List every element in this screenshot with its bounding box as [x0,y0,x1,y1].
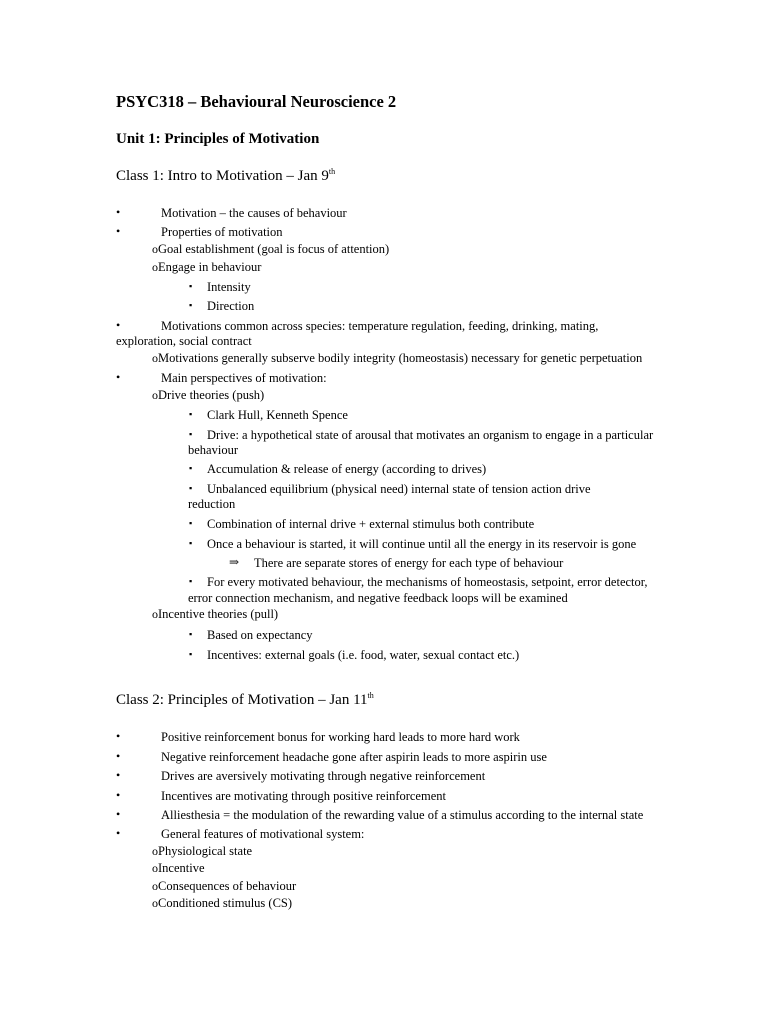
list-item: Motivations common across species: temperature regulation, feeding, drinking, mating, [161,319,599,333]
square-bullet-icon: ▪ [189,518,193,528]
sub-sub-item: Based on expectancy [207,628,313,642]
bullet-marker: • [116,826,121,840]
sub-item-text: Motivations generally subserve bodily integrity (homeostasis) necessary for genetic perpetuation [158,351,643,365]
list-item: Incentives are motivating through positive reinforcement [161,789,446,803]
circle-marker: o [152,607,158,621]
bullet-marker: • [116,807,121,821]
sub-item-text: Goal establishment (goal is focus of attention) [158,242,390,256]
document-title: PSYC318 – Behavioural Neuroscience 2 [116,92,397,111]
class1-heading [116,168,335,185]
list-item: General features of motivational system: [161,827,365,841]
sub-item-text: Engage in behaviour [158,260,262,274]
square-bullet-icon: ▪ [189,281,193,291]
circle-marker: o [152,351,158,365]
sub-sub-item: Intensity [207,280,251,294]
sub-item-text: Incentive theories (pull) [158,607,279,621]
sub-item [152,879,296,894]
bullet-marker: • [116,205,121,219]
square-bullet-icon: ▪ [189,429,193,439]
circle-marker: o [152,844,158,858]
sub-item [152,388,264,403]
class2-heading-suffix: th [367,691,374,700]
bullet-marker: • [116,370,121,384]
sub-sub-item: Clark Hull, Kenneth Spence [207,408,348,422]
sub-item [152,861,205,876]
list-item: Alliesthesia = the modulation of the rewarding value of a stimulus according to the internal state [161,808,644,822]
list-item: Drives are aversively motivating through negative reinforcement [161,769,486,783]
sub-item-text: Drive theories (push) [158,388,265,402]
class1-heading-suffix: th [328,167,336,176]
square-bullet-icon: ▪ [189,538,193,548]
list-item: Negative reinforcement headache gone after aspirin leads to more aspirin use [161,750,547,764]
arrow-item: There are separate stores of energy for each type of behaviour [254,556,564,570]
sub-sub-item: Unbalanced equilibrium (physical need) internal state of tension action drive [207,482,591,496]
sub-item [152,351,642,366]
square-bullet-icon: ▪ [189,409,193,419]
sub-item [152,242,389,257]
bullet-marker: • [116,729,121,743]
square-bullet-icon: ▪ [189,649,193,659]
circle-marker: o [152,260,158,274]
sub-sub-item-continuation: reduction [188,497,236,511]
square-bullet-icon: ▪ [189,300,193,310]
sub-item [152,607,278,622]
sub-sub-item: Combination of internal drive + external stimulus both contribute [207,517,535,531]
list-item: Main perspectives of motivation: [161,371,327,385]
sub-sub-item: For every motivated behaviour, the mechanisms of homeostasis, setpoint, error detector, [207,575,648,589]
circle-marker: o [152,242,158,256]
list-item-continuation: exploration, social contract [116,334,252,348]
list-item: Properties of motivation [161,225,283,239]
circle-marker: o [152,861,158,875]
sub-item [152,896,292,911]
class1-heading-text: Class 1: Intro to Motivation – Jan 9 [116,168,329,184]
sub-sub-item: Accumulation & release of energy (according to drives) [207,462,487,476]
sub-sub-item: Direction [207,299,255,313]
arrow-right-icon: ⇒ [229,555,240,569]
square-bullet-icon: ▪ [189,576,193,586]
sub-item [152,844,252,859]
sub-item-text: Consequences of behaviour [158,879,297,893]
sub-item [152,260,261,275]
sub-sub-item-continuation: error connection mechanism, and negative feedback loops will be examined [188,591,568,605]
circle-marker: o [152,896,158,910]
class2-heading-text: Class 2: Principles of Motivation – Jan 11 [116,692,368,708]
bullet-marker: • [116,768,121,782]
class2-heading [116,692,374,709]
square-bullet-icon: ▪ [189,629,193,639]
unit-heading: Unit 1: Principles of Motivation [116,131,320,147]
square-bullet-icon: ▪ [189,463,193,473]
sub-sub-item-continuation: behaviour [188,443,238,457]
list-item: Positive reinforcement bonus for working hard leads to more hard work [161,730,520,744]
sub-sub-item: Drive: a hypothetical state of arousal that motivates an organism to engage in a particular [207,428,654,442]
sub-item-text: Physiological state [158,844,253,858]
sub-item-text: Conditioned stimulus (CS) [158,896,293,910]
sub-sub-item: Incentives: external goals (i.e. food, water, sexual contact etc.) [207,648,520,662]
bullet-marker: • [116,788,121,802]
bullet-marker: • [116,318,121,332]
sub-item-text: Incentive [158,861,205,875]
bullet-marker: • [116,749,121,763]
circle-marker: o [152,879,158,893]
circle-marker: o [152,388,158,402]
bullet-marker: • [116,224,121,238]
list-item: Motivation – the causes of behaviour [161,206,347,220]
square-bullet-icon: ▪ [189,483,193,493]
sub-sub-item: Once a behaviour is started, it will continue until all the energy in its reservoir is gone [207,537,637,551]
